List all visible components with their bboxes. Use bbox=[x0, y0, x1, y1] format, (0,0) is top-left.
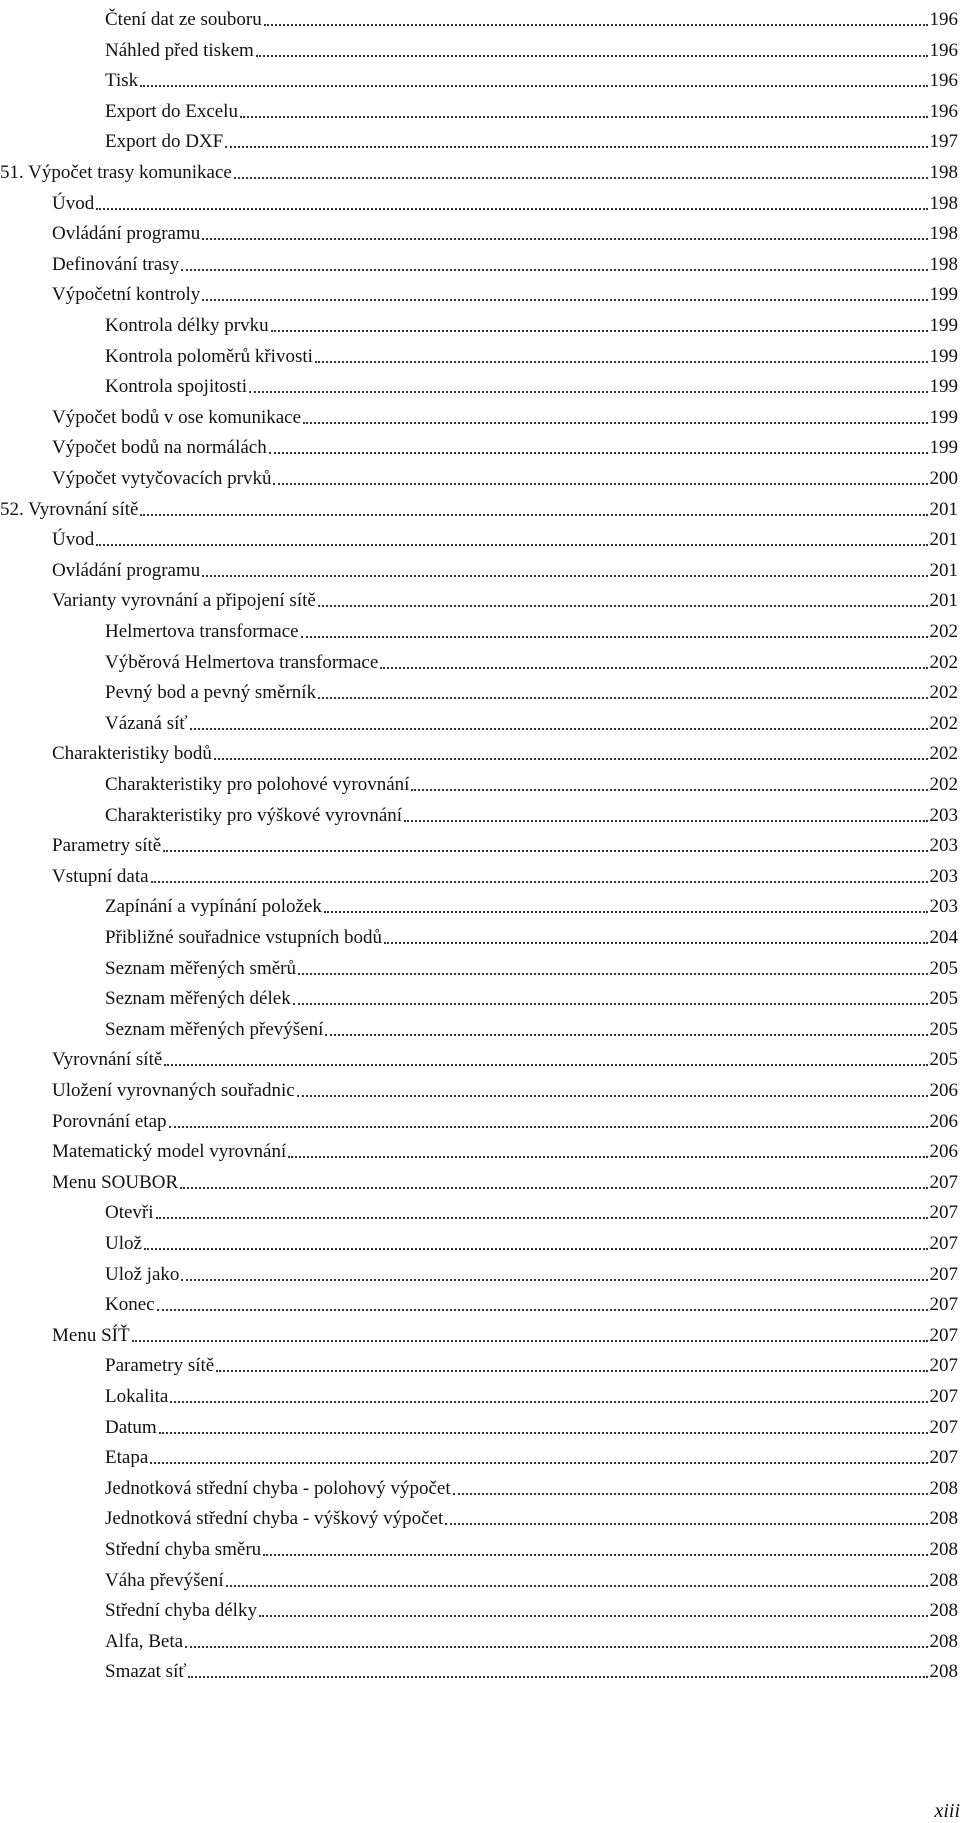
toc-entry-title: 52. Vyrovnání sítě bbox=[0, 498, 139, 520]
toc-entry bbox=[52, 400, 958, 430]
toc-entry-title: Váha převýšení bbox=[105, 1569, 224, 1591]
dot-leader bbox=[140, 514, 927, 516]
dot-leader bbox=[150, 1462, 927, 1464]
toc-entry bbox=[105, 1012, 958, 1042]
dot-leader bbox=[404, 820, 927, 822]
toc-entry-title: Vstupní data bbox=[52, 865, 149, 887]
toc-entry bbox=[105, 1440, 958, 1470]
dot-leader bbox=[226, 1585, 928, 1587]
toc-entry-title: Kontrola poloměrů křivosti bbox=[105, 345, 313, 367]
toc-entry-title: Přibližné souřadnice vstupních bodů bbox=[105, 927, 383, 948]
dot-leader bbox=[271, 330, 928, 332]
toc-entry-title: Výpočet vytyčovacích prvků bbox=[52, 468, 272, 489]
toc-entry-title: Menu SOUBOR bbox=[52, 1171, 179, 1193]
toc-entry bbox=[105, 767, 958, 797]
toc-entry bbox=[52, 1042, 958, 1072]
dot-leader bbox=[445, 1523, 927, 1525]
toc-entry bbox=[105, 798, 958, 828]
toc-entry bbox=[105, 33, 958, 63]
toc-entry-page: 207 bbox=[929, 1171, 958, 1193]
toc-entry-page: 208 bbox=[929, 1477, 958, 1499]
toc-entry-page: 202 bbox=[929, 774, 958, 795]
toc-entry-title: Ovládání programu bbox=[52, 223, 201, 245]
toc-entry-title: Parametry sítě bbox=[105, 1355, 215, 1377]
dot-leader bbox=[144, 1248, 928, 1250]
toc-entry-title: Vázaná síť bbox=[105, 712, 188, 734]
toc-entry-title: Export do DXF bbox=[105, 131, 224, 153]
toc-entry-page: 201 bbox=[929, 498, 958, 520]
toc-entry bbox=[105, 339, 958, 369]
toc-entry-page: 208 bbox=[929, 1600, 958, 1622]
toc-entry-page: 204 bbox=[929, 927, 958, 948]
toc-entry bbox=[105, 614, 958, 644]
toc-entry-page: 207 bbox=[929, 1324, 958, 1346]
toc-entry-title: Úvod bbox=[52, 192, 95, 214]
toc-entry-title: Datum bbox=[105, 1416, 157, 1438]
toc-entry-page: 207 bbox=[929, 1202, 958, 1224]
toc-entry-title: Parametry sítě bbox=[52, 835, 162, 857]
toc-entry-title: Jednotková střední chyba - výškový výpočet bbox=[105, 1508, 444, 1530]
dot-leader bbox=[259, 1615, 928, 1617]
toc-entry bbox=[52, 553, 958, 583]
toc-entry-title: Ovládání programu bbox=[52, 559, 201, 581]
dot-leader bbox=[156, 1217, 928, 1219]
toc-entry-page: 206 bbox=[929, 1141, 958, 1163]
toc-entry-page: 208 bbox=[929, 1630, 958, 1652]
toc-entry-title: Úvod bbox=[52, 529, 95, 551]
dot-leader bbox=[181, 269, 927, 271]
toc-entry bbox=[52, 1165, 958, 1195]
toc-entry-title: Charakteristiky bodů bbox=[52, 743, 212, 765]
toc-entry-page: 203 bbox=[929, 865, 958, 887]
dot-leader bbox=[288, 1156, 927, 1158]
toc-entry-page: 205 bbox=[929, 988, 958, 1010]
dot-leader bbox=[411, 789, 927, 791]
dot-leader bbox=[318, 697, 927, 699]
dot-leader bbox=[293, 1003, 928, 1005]
toc-entry bbox=[105, 1410, 958, 1440]
dot-leader bbox=[298, 973, 928, 975]
dot-leader bbox=[453, 1493, 928, 1495]
toc-entry bbox=[105, 308, 958, 338]
toc-entry bbox=[105, 2, 958, 32]
toc-entry bbox=[105, 124, 958, 154]
dot-leader bbox=[269, 452, 928, 454]
toc-entry-page: 196 bbox=[929, 100, 958, 122]
toc-entry-title: Střední chyba směru bbox=[105, 1539, 262, 1560]
toc-entry-page: 202 bbox=[929, 621, 958, 642]
toc-entry-page: 198 bbox=[929, 253, 958, 275]
toc-entry bbox=[105, 1624, 958, 1654]
toc-entry-page: 203 bbox=[929, 804, 958, 826]
dot-leader bbox=[164, 1064, 927, 1066]
toc-entry bbox=[52, 1073, 958, 1103]
toc-entry-page: 198 bbox=[929, 162, 958, 183]
toc-entry bbox=[105, 1195, 958, 1225]
dot-leader bbox=[170, 1401, 927, 1403]
dot-leader bbox=[151, 881, 928, 883]
toc-entry bbox=[105, 1379, 958, 1409]
toc-entry bbox=[105, 1563, 958, 1593]
toc-entry bbox=[52, 430, 958, 460]
toc-entry-title: Výběrová Helmertova transformace bbox=[105, 651, 379, 673]
toc-entry bbox=[105, 1471, 958, 1501]
toc-entry-page: 202 bbox=[929, 682, 958, 704]
toc-entry-title: Ulož jako bbox=[105, 1263, 180, 1285]
dot-leader bbox=[303, 422, 927, 424]
toc-entry-title: Kontrola spojitosti bbox=[105, 376, 247, 398]
toc-entry-page: 205 bbox=[929, 1049, 958, 1071]
toc-entry bbox=[105, 981, 958, 1011]
toc-entry-title: Matematický model vyrovnání bbox=[52, 1141, 287, 1163]
toc-entry-title: Alfa, Beta bbox=[105, 1630, 184, 1652]
toc-entry bbox=[105, 1348, 958, 1378]
toc-entry-page: 199 bbox=[929, 376, 958, 398]
toc-entry-title: Definování trasy bbox=[52, 253, 180, 275]
toc-entry-page: 207 bbox=[929, 1355, 958, 1377]
toc-entry bbox=[105, 1654, 958, 1684]
dot-leader bbox=[234, 177, 928, 179]
dot-leader bbox=[214, 758, 928, 760]
toc-entry-page: 203 bbox=[929, 896, 958, 918]
dot-leader bbox=[263, 1554, 927, 1556]
toc-entry-title: Tisk bbox=[105, 70, 139, 92]
toc-entry-title: Čtení dat ze souboru bbox=[105, 9, 262, 30]
toc-entry bbox=[52, 247, 958, 277]
dot-leader bbox=[140, 85, 927, 87]
dot-leader bbox=[96, 544, 927, 546]
dot-leader bbox=[264, 24, 928, 26]
toc-entry bbox=[52, 828, 958, 858]
toc-entry bbox=[105, 675, 958, 705]
toc-entry-title: Charakteristiky pro polohové vyrovnání bbox=[105, 774, 410, 795]
toc-entry-title: Smazat síť bbox=[105, 1661, 187, 1683]
toc-entry bbox=[52, 522, 958, 552]
dot-leader bbox=[216, 1370, 927, 1372]
toc-entry-title: Výpočet bodů v ose komunikace bbox=[52, 406, 302, 428]
toc-entry-title: Střední chyba délky bbox=[105, 1600, 257, 1622]
toc-entry bbox=[52, 1134, 958, 1164]
toc-entry-page: 206 bbox=[929, 1110, 958, 1132]
toc-entry bbox=[52, 583, 958, 613]
toc-entry-title: Jednotková střední chyba - polohový výpočet bbox=[105, 1477, 451, 1499]
toc-entry-page: 207 bbox=[929, 1447, 958, 1469]
toc-entry-page: 199 bbox=[929, 345, 958, 367]
dot-leader bbox=[273, 483, 927, 485]
toc-entry-page: 207 bbox=[929, 1233, 958, 1254]
toc-entry bbox=[105, 63, 958, 93]
toc-entry bbox=[105, 889, 958, 919]
toc-entry bbox=[52, 277, 958, 307]
toc-entry bbox=[0, 155, 958, 185]
toc-entry bbox=[105, 1532, 958, 1562]
dot-leader bbox=[318, 605, 928, 607]
toc-entry bbox=[105, 706, 958, 736]
toc-entry bbox=[52, 461, 958, 491]
dot-leader bbox=[256, 55, 928, 57]
toc-entry-page: 208 bbox=[929, 1508, 958, 1530]
toc-entry bbox=[105, 645, 958, 675]
dot-leader bbox=[202, 575, 927, 577]
toc-entry-page: 198 bbox=[929, 192, 958, 214]
toc-entry-title: Otevři bbox=[105, 1202, 154, 1224]
toc-entry-title: Helmertova transformace bbox=[105, 621, 299, 642]
toc-entry-title: Výpočet bodů na normálách bbox=[52, 437, 267, 459]
dot-leader bbox=[96, 208, 927, 210]
dot-leader bbox=[315, 361, 928, 363]
dot-leader bbox=[159, 1432, 928, 1434]
toc-entry-title: Seznam měřených převýšení bbox=[105, 1018, 324, 1040]
toc-entry-page: 203 bbox=[929, 835, 958, 857]
toc-entry-title: Seznam měřených směrů bbox=[105, 957, 296, 979]
toc-entry-title: Náhled před tiskem bbox=[105, 39, 254, 61]
toc-entry-page: 207 bbox=[929, 1263, 958, 1285]
toc-entry-title: Vyrovnání sítě bbox=[52, 1049, 163, 1071]
toc-entry-page: 205 bbox=[929, 957, 958, 979]
toc-entry-page: 196 bbox=[929, 39, 958, 61]
toc-entry-title: Pevný bod a pevný směrník bbox=[105, 682, 317, 704]
toc-entry-page: 197 bbox=[929, 131, 958, 153]
toc-entry bbox=[52, 186, 958, 216]
toc-entry-page: 199 bbox=[929, 437, 958, 459]
toc-entry-title: Ulož bbox=[105, 1233, 142, 1254]
toc-entry-page: 202 bbox=[929, 743, 958, 765]
toc-entry-page: 207 bbox=[929, 1386, 958, 1407]
toc-entry-page: 205 bbox=[929, 1018, 958, 1040]
toc-entry-page: 199 bbox=[929, 284, 958, 306]
dot-leader bbox=[181, 1279, 927, 1281]
toc-entry bbox=[52, 1104, 958, 1134]
toc-entry-title: Lokalita bbox=[105, 1386, 169, 1407]
toc-entry-page: 201 bbox=[929, 529, 958, 551]
toc-entry-page: 196 bbox=[929, 70, 958, 92]
dot-leader bbox=[190, 728, 928, 730]
toc-entry-title: Etapa bbox=[105, 1447, 149, 1469]
dot-leader bbox=[249, 391, 928, 393]
toc-entry bbox=[105, 369, 958, 399]
toc-entry-title: Export do Excelu bbox=[105, 100, 238, 122]
toc-entry bbox=[105, 1226, 958, 1256]
toc-entry-page: 202 bbox=[929, 712, 958, 734]
toc-entry bbox=[52, 216, 958, 246]
toc-entry bbox=[105, 1257, 958, 1287]
toc-entry bbox=[105, 1287, 958, 1317]
toc-entry bbox=[105, 1593, 958, 1623]
toc-entry bbox=[52, 1318, 958, 1348]
dot-leader bbox=[157, 1309, 928, 1311]
toc-entry-page: 200 bbox=[929, 468, 958, 489]
dot-leader bbox=[180, 1187, 927, 1189]
dot-leader bbox=[169, 1126, 928, 1128]
toc-entry-page: 207 bbox=[929, 1416, 958, 1438]
dot-leader bbox=[384, 942, 927, 944]
dot-leader bbox=[240, 116, 928, 118]
toc-entry-page: 208 bbox=[929, 1569, 958, 1591]
dot-leader bbox=[185, 1646, 927, 1648]
page-number: xiii bbox=[934, 1800, 960, 1822]
dot-leader bbox=[301, 636, 928, 638]
toc-entry-title: Seznam měřených délek bbox=[105, 988, 291, 1010]
dot-leader bbox=[380, 667, 927, 669]
toc-entry-title: Konec bbox=[105, 1294, 155, 1316]
toc-entry bbox=[105, 1501, 958, 1531]
toc-entry-page: 208 bbox=[929, 1661, 958, 1683]
dot-leader bbox=[202, 299, 927, 301]
dot-leader bbox=[202, 238, 927, 240]
toc-entry-title: Charakteristiky pro výškové vyrovnání bbox=[105, 804, 403, 826]
dot-leader bbox=[163, 850, 927, 852]
dot-leader bbox=[324, 911, 928, 913]
toc-entry bbox=[52, 859, 958, 889]
toc-entry-title: Výpočetní kontroly bbox=[52, 284, 201, 306]
dot-leader bbox=[225, 146, 927, 148]
toc-entry-page: 198 bbox=[929, 223, 958, 245]
toc-entry-page: 199 bbox=[929, 406, 958, 428]
dot-leader bbox=[132, 1340, 928, 1342]
toc-entry-page: 199 bbox=[929, 315, 958, 336]
toc-entry-page: 207 bbox=[929, 1294, 958, 1316]
toc-entry bbox=[105, 951, 958, 981]
toc-entry-page: 201 bbox=[929, 590, 958, 612]
toc-entry-title: 51. Výpočet trasy komunikace bbox=[0, 162, 232, 183]
toc-entry-title: Kontrola délky prvku bbox=[105, 315, 269, 336]
toc-entry-title: Porovnání etap bbox=[52, 1110, 167, 1132]
toc-entry-page: 208 bbox=[929, 1539, 958, 1560]
dot-leader bbox=[188, 1676, 927, 1678]
toc-entry-title: Menu SÍŤ bbox=[52, 1324, 130, 1346]
toc-entry-title: Zapínání a vypínání položek bbox=[105, 896, 322, 918]
toc-entry bbox=[52, 736, 958, 766]
toc-entry-page: 201 bbox=[929, 559, 958, 581]
dot-leader bbox=[297, 1095, 928, 1097]
toc-entry-title: Uložení vyrovnaných souřadnic bbox=[52, 1080, 295, 1101]
toc-entry-page: 206 bbox=[929, 1080, 958, 1101]
toc-entry-page: 202 bbox=[929, 651, 958, 673]
toc-entry-page: 196 bbox=[929, 9, 958, 30]
dot-leader bbox=[325, 1034, 927, 1036]
toc-entry bbox=[0, 492, 958, 522]
toc-entry bbox=[105, 94, 958, 124]
toc-entry-title: Varianty vyrovnání a připojení sítě bbox=[52, 590, 316, 612]
toc-entry bbox=[105, 920, 958, 950]
